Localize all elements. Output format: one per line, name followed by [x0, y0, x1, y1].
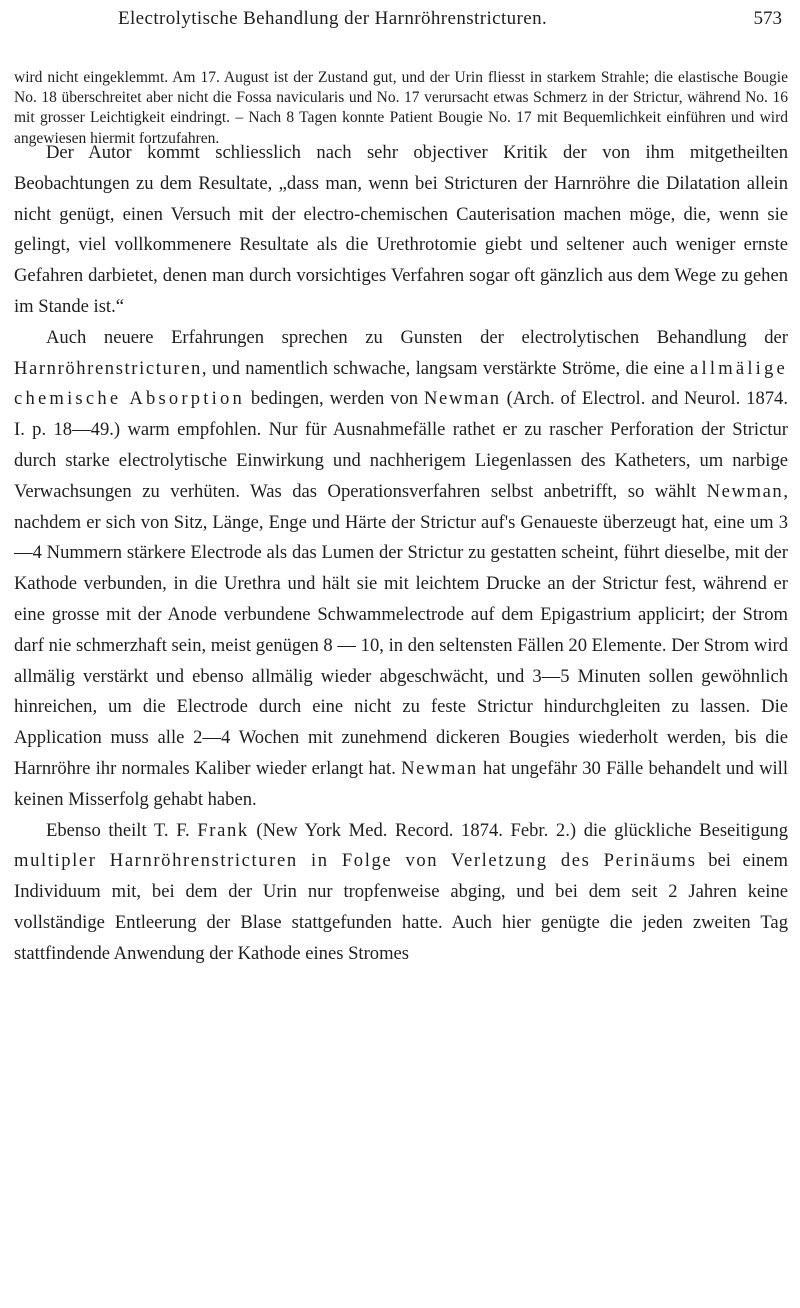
main-text	[14, 138, 788, 970]
page-number: 573	[753, 8, 782, 29]
author-name: Frank	[197, 819, 249, 841]
paragraph-frank-case	[14, 816, 788, 970]
text-run: Ebenso theilt T. F.	[46, 819, 198, 841]
spaced-term: allmälige chemische Absorption	[14, 357, 788, 410]
paragraph-newman-method	[14, 323, 788, 816]
text-run: Auch neuere Erfahrungen sprechen zu Gunsten der electrolytischen Behandlung der	[46, 326, 788, 348]
text-run: bedingen, werden von	[245, 388, 424, 410]
author-name: Newman	[423, 388, 501, 410]
spaced-term: multipler Harnröhrenstricturen in Folge von Verletzung des Perinäums	[14, 850, 697, 872]
text-run: bei einem Individuum mit, bei dem der Urin nur tropfenweise abging, und bei dem seit 2 Jahren keine vollständige Entleerung der Blase stattgefunden hatte. Auch hier genügte die jeden zweiten Tag stattfindende Anwendung der Kathode eines Stromes	[14, 850, 788, 964]
author-name: Newman	[401, 757, 478, 779]
running-title: Electrolytische Behandlung der Harnröhrenstricturen.	[118, 8, 548, 29]
case-report-continuation: wird nicht eingeklemmt. Am 17. August ist der Zustand gut, und der Urin fliesst in starkem Strahle; die elastische Bougie No. 18 überschreitet aber nicht die Fossa navicularis und No. 17 verursacht etwas Schmerz in der Strictur, während No. 16 mit grosser Leichtigkeit eindringt. – Nach 8 Tagen konnte Patient Bougie No. 17 mit Bequemlichkeit einführen und wird angewiesen hiermit fortzufahren.	[14, 68, 788, 147]
text-run: , und namentlich schwache, langsam verstärkte Ströme, die eine	[201, 357, 691, 379]
text-run: , nachdem er sich von Sitz, Länge, Enge und Härte der Strictur auf's Genaueste überzeugt hat, eine um 3—4 Nummern stärkere Electrode als das Lumen der Strictur zu gestatten scheint, führt dieselbe, mit der Kathode verbunden, in die Urethra und hält sie mit leichtem Drucke an der Strictur fest, während er eine grosse mit der Anode verbundene Schwammelectrode auf dem Epigastrium applicirt; der Strom darf nie schmerzhaft sein, meist genügen 8 — 10, in den seltensten Fällen 20 Elemente. Der Strom wird allmälig verstärkt und ebenso allmälig wieder abgeschwächt, und 3—5 Minuten sollen gewöhnlich hinreichen, um die Electrode durch eine nicht zu feste Strictur hindurchgleiten zu lassen. Die Application muss alle 2—4 Wochen mit zunehmend dickeren Bougies wiederholt werden, bis die Harnröhre ihr normales Kaliber wieder erlangt hat.	[14, 480, 788, 779]
text-run: (New York Med. Record. 1874. Febr. 2.) die glückliche Beseitigung	[248, 819, 788, 841]
text-run: (Arch. of Electrol. and Neurol. 1874. I. p. 18—49.) warm empfohlen. Nur für Ausnahmefälle rathet er zu rascher Perforation der Strictur durch starke electrolytische Einwirkung und nachherigem Liegenlassen des Katheters, um narbige Verwachsungen zu verhüten. Was das Operationsverfahren selbst anbetrifft, so wählt	[14, 388, 789, 502]
author-name: Newman	[706, 480, 784, 502]
paragraph-author-conclusion: Der Autor kommt schliesslich nach sehr objectiver Kritik der von ihm mitgetheilten Beobachtungen zu dem Resultate, „dass man, wenn bei Stricturen der Harnröhre die Dilatation allein nicht genügt, einen Versuch mit der electro-chemischen Cauterisation machen möge, die, wenn sie gelingt, viel vollkommenere Resultate als die Urethrotomie giebt und seltener auch weniger ernste Gefahren darbietet, denen man durch vorsichtiges Verfahren sogar oft gänzlich aus dem Wege zu gehen im Stande ist.“	[14, 142, 788, 317]
spaced-term: Harnröhrenstricturen	[14, 357, 202, 379]
text-run: hat ungefähr 30 Fälle behandelt und will keinen Misserfolg gehabt haben.	[14, 757, 788, 810]
running-header	[0, 8, 800, 38]
